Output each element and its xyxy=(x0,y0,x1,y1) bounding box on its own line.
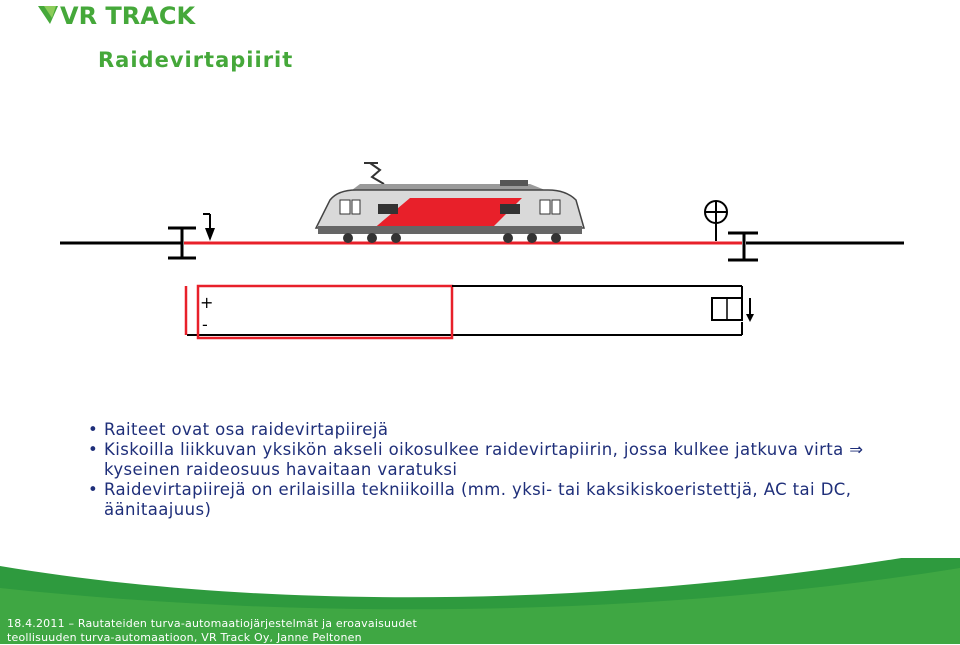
page-title: Raidevirtapiirit xyxy=(98,48,294,72)
vr-track-logo xyxy=(36,2,276,28)
logo-text: VR TRACK xyxy=(60,2,196,28)
footer-line-2: teollisuuden turva-automaatioon, VR Track Oy, Janne Peltonen xyxy=(7,631,362,644)
circuit-feed-loop xyxy=(198,286,452,338)
list-item xyxy=(88,440,918,480)
signal-icon xyxy=(705,201,727,241)
train-icon xyxy=(316,163,584,243)
bullet-list xyxy=(88,420,918,520)
plus-label: + xyxy=(200,293,214,312)
footer-text xyxy=(7,617,417,645)
relay-icon xyxy=(712,298,754,322)
bullet-marker: • xyxy=(88,420,99,439)
minus-label: - xyxy=(202,315,208,334)
insulated-joint-right xyxy=(728,233,758,260)
bullet-text: Kiskoilla liikkuvan yksikön akseli oikosulkee raidevirtapiirin, jossa kulkee jatkuva virta ⇒ kyseinen raideosuus havaitaan varatuksi xyxy=(104,440,864,479)
bullet-marker: • xyxy=(88,480,99,499)
bullet-text: Raidevirtapiirejä on erilaisilla tekniikoilla (mm. yksi- tai kaksikiskoeristettjä, AC tai DC, äänitaajuus) xyxy=(104,480,852,519)
list-item xyxy=(88,480,918,520)
bullet-text: Raiteet ovat osa raidevirtapiirejä xyxy=(104,420,389,439)
feed-arrow-icon xyxy=(203,214,215,241)
track-circuit-diagram xyxy=(0,150,960,350)
bullet-marker: • xyxy=(88,440,99,459)
list-item xyxy=(88,420,918,440)
footer-line-1: 18.4.2011 – Rautateiden turva-automaatiojärjestelmät ja eroavaisuudet xyxy=(7,617,418,630)
